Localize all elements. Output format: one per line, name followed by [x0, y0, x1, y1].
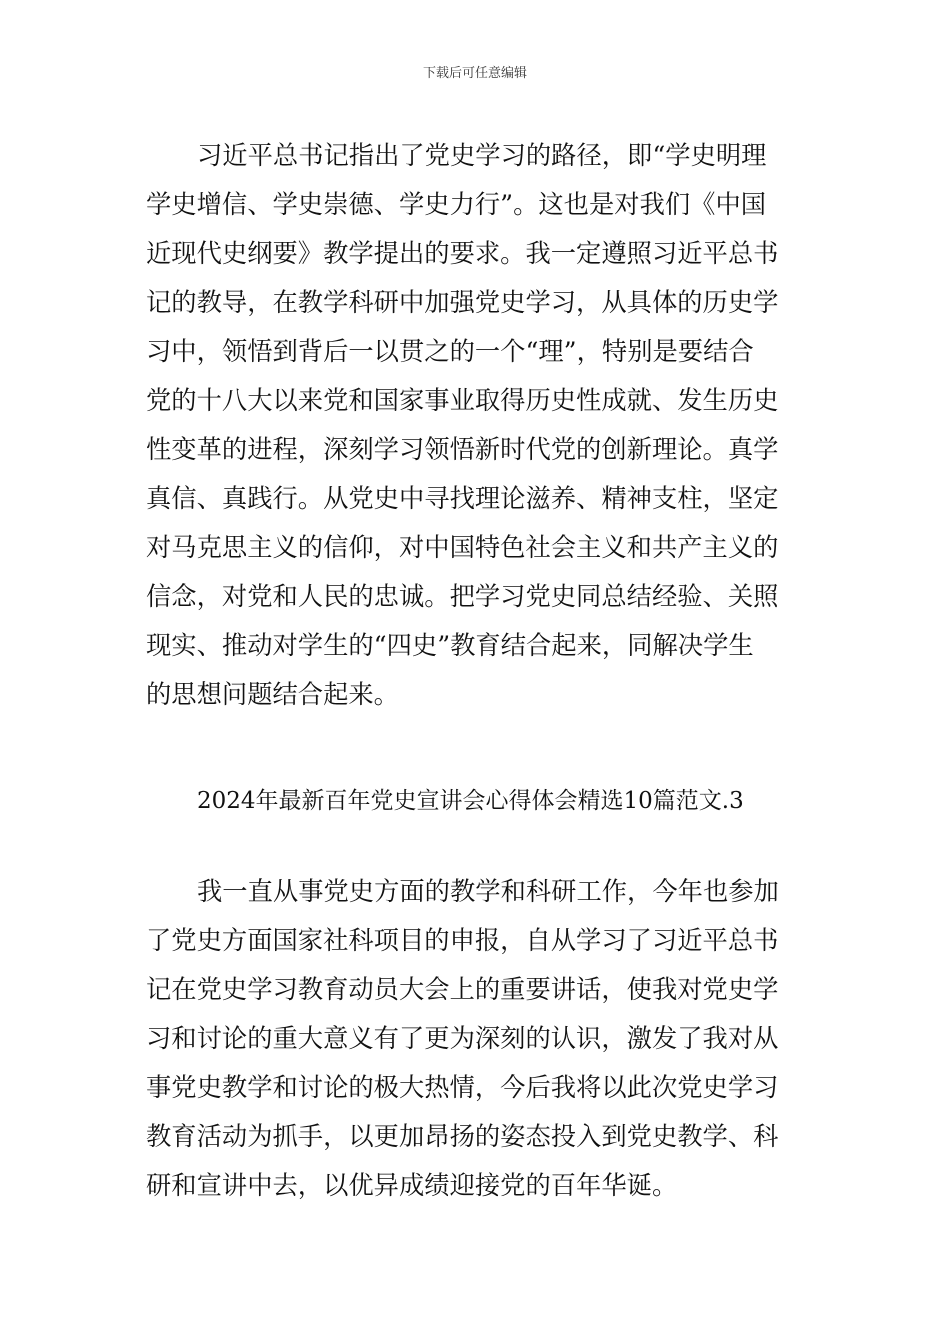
- paragraph-line: 近现代史纲要》教学提出的要求。我一定遵照习近平总书: [146, 239, 779, 268]
- paragraph-line: 研和宣讲中去，以优异成绩迎接党的百年华诞。: [146, 1171, 678, 1200]
- paragraph-line: 了党史方面国家社科项目的申报，自从学习了习近平总书: [146, 926, 779, 955]
- paragraph-line: 习中，领悟到背后一以贯之的一个“理”，特别是要结合: [146, 337, 754, 366]
- paragraph-line: 记的教导，在教学科研中加强党史学习，从具体的历史学: [146, 288, 779, 317]
- paragraph-line: 的思想问题结合起来。: [146, 680, 399, 709]
- paragraph-line: 现实、推动对学生的“四史”教育结合起来，同解决学生: [146, 631, 754, 660]
- paragraph-line: 记在党史学习教育动员大会上的重要讲话，使我对党史学: [146, 975, 779, 1004]
- paragraph-line: 信念，对党和人民的忠诚。把学习党史同总结经验、关照: [146, 582, 779, 611]
- body-paragraph-2: [146, 867, 810, 1210]
- paragraph-line: 性变革的进程，深刻学习领悟新时代党的创新理论。真学: [146, 435, 779, 464]
- paragraph-line: 事党史教学和讨论的极大热情，今后我将以此次党史学习: [146, 1073, 779, 1102]
- paragraph-line: 我一直从事党史方面的教学和科研工作，今年也参加: [197, 877, 779, 906]
- section-heading: 2024年最新百年党史宣讲会心得体会精选10篇范文.3: [197, 788, 744, 814]
- paragraph-line: 党的十八大以来党和国家事业取得历史性成就、发生历史: [146, 386, 779, 415]
- paragraph-line: 学史增信、学史崇德、学史力行”。这也是对我们《中国: [146, 190, 767, 219]
- page-header-note: 下载后可任意编辑: [422, 66, 527, 81]
- paragraph-line: 习和讨论的重大意义有了更为深刻的认识，激发了我对从: [146, 1024, 779, 1053]
- paragraph-line: 真信、真践行。从党史中寻找理论滋养、精神支柱，坚定: [146, 484, 779, 513]
- paragraph-line: 习近平总书记指出了党史学习的路径，即“学史明理: [197, 141, 767, 170]
- paragraph-line: 教育活动为抓手，以更加昂扬的姿态投入到党史教学、科: [146, 1122, 779, 1151]
- paragraph-line: 对马克思主义的信仰，对中国特色社会主义和共产主义的: [146, 533, 779, 562]
- body-paragraph-1: [146, 131, 810, 719]
